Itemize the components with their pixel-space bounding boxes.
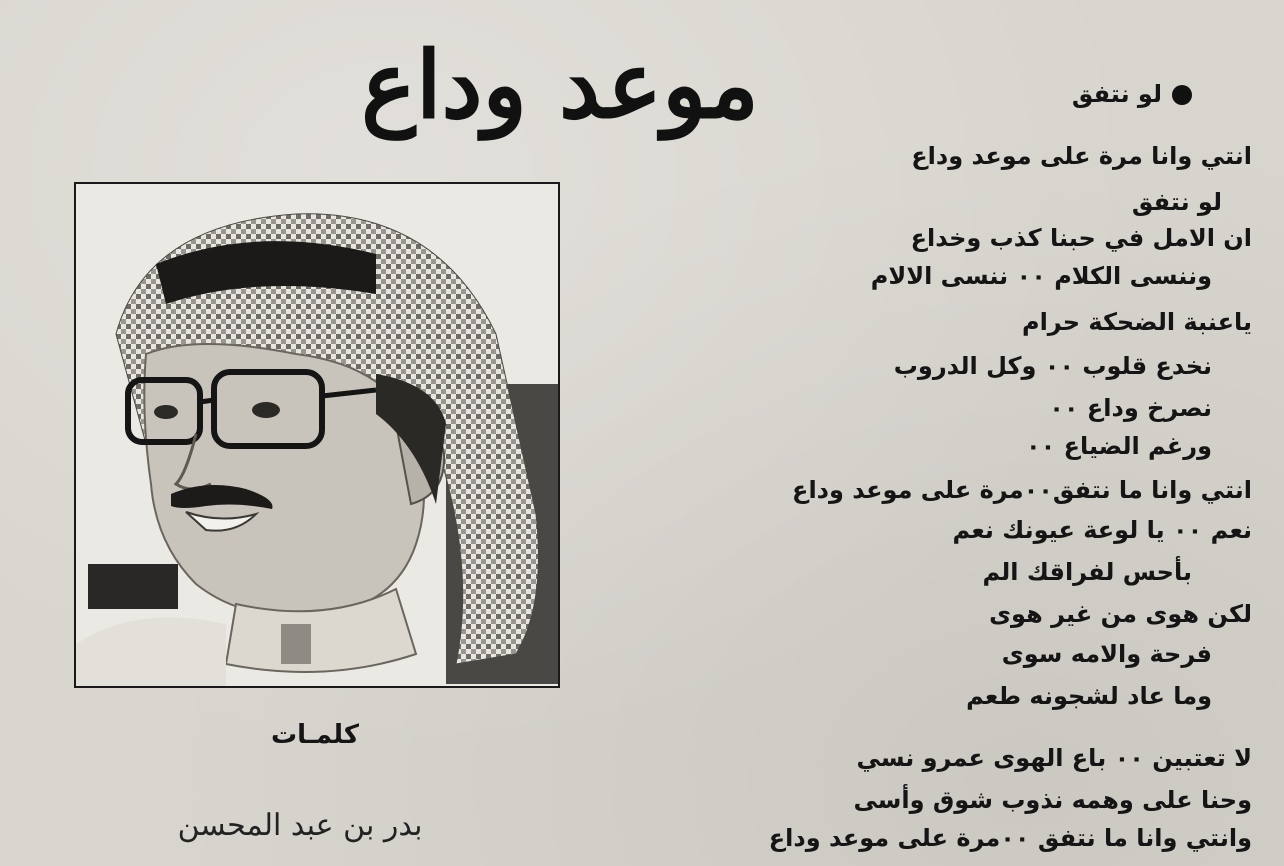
poem-line: نعم ٠٠ يا لوعة عيونك نعم [952,516,1252,544]
bullet-icon [1172,85,1192,105]
poem-line: نخدع قلوب ٠٠ وكل الدروب [893,352,1212,380]
poem-line: فرحة والامه سوى [1001,640,1212,668]
poem-line: لكن هوى من غير هوى [989,600,1252,628]
poem-title: موعد وداع [361,31,759,139]
portrait-photo [74,182,560,688]
poem-line: وننسى الكلام ٠٠ ننسى الالام [870,262,1212,290]
poem-line: انتي وانا ما نتفق٠٠مرة على موعد وداع [792,476,1252,504]
poem-line: انتي وانا مرة على موعد وداع [911,142,1252,170]
poem-line: نصرخ وداع ٠٠ [1049,394,1212,422]
poem-line: لا تعتبين ٠٠ باع الهوى عمرو نسي [856,744,1252,772]
poem-line: بأحس لفراقك الم [982,558,1192,586]
poem-line: وانتي وانا ما نتفق ٠٠مرة على موعد وداع [768,824,1252,852]
poem-line: وما عاد لشجونه طعم [966,682,1212,710]
author-name: بدر بن عبد المحسن [177,808,423,843]
poem-line: ياعنبة الضحكة حرام [1021,308,1252,336]
caption-label: كلمـات [271,720,359,750]
poem-line: ورغم الضياع ٠٠ [1025,432,1212,460]
poem-line: وحنا على وهمه نذوب شوق وأسى [853,786,1252,814]
poem-line: لو نتفق [1131,188,1222,216]
poem-text [660,70,1252,860]
poem-line: ان الامل في حبنا كذب وخداع [910,224,1252,252]
poem-line: لو نتفق [1072,78,1192,110]
